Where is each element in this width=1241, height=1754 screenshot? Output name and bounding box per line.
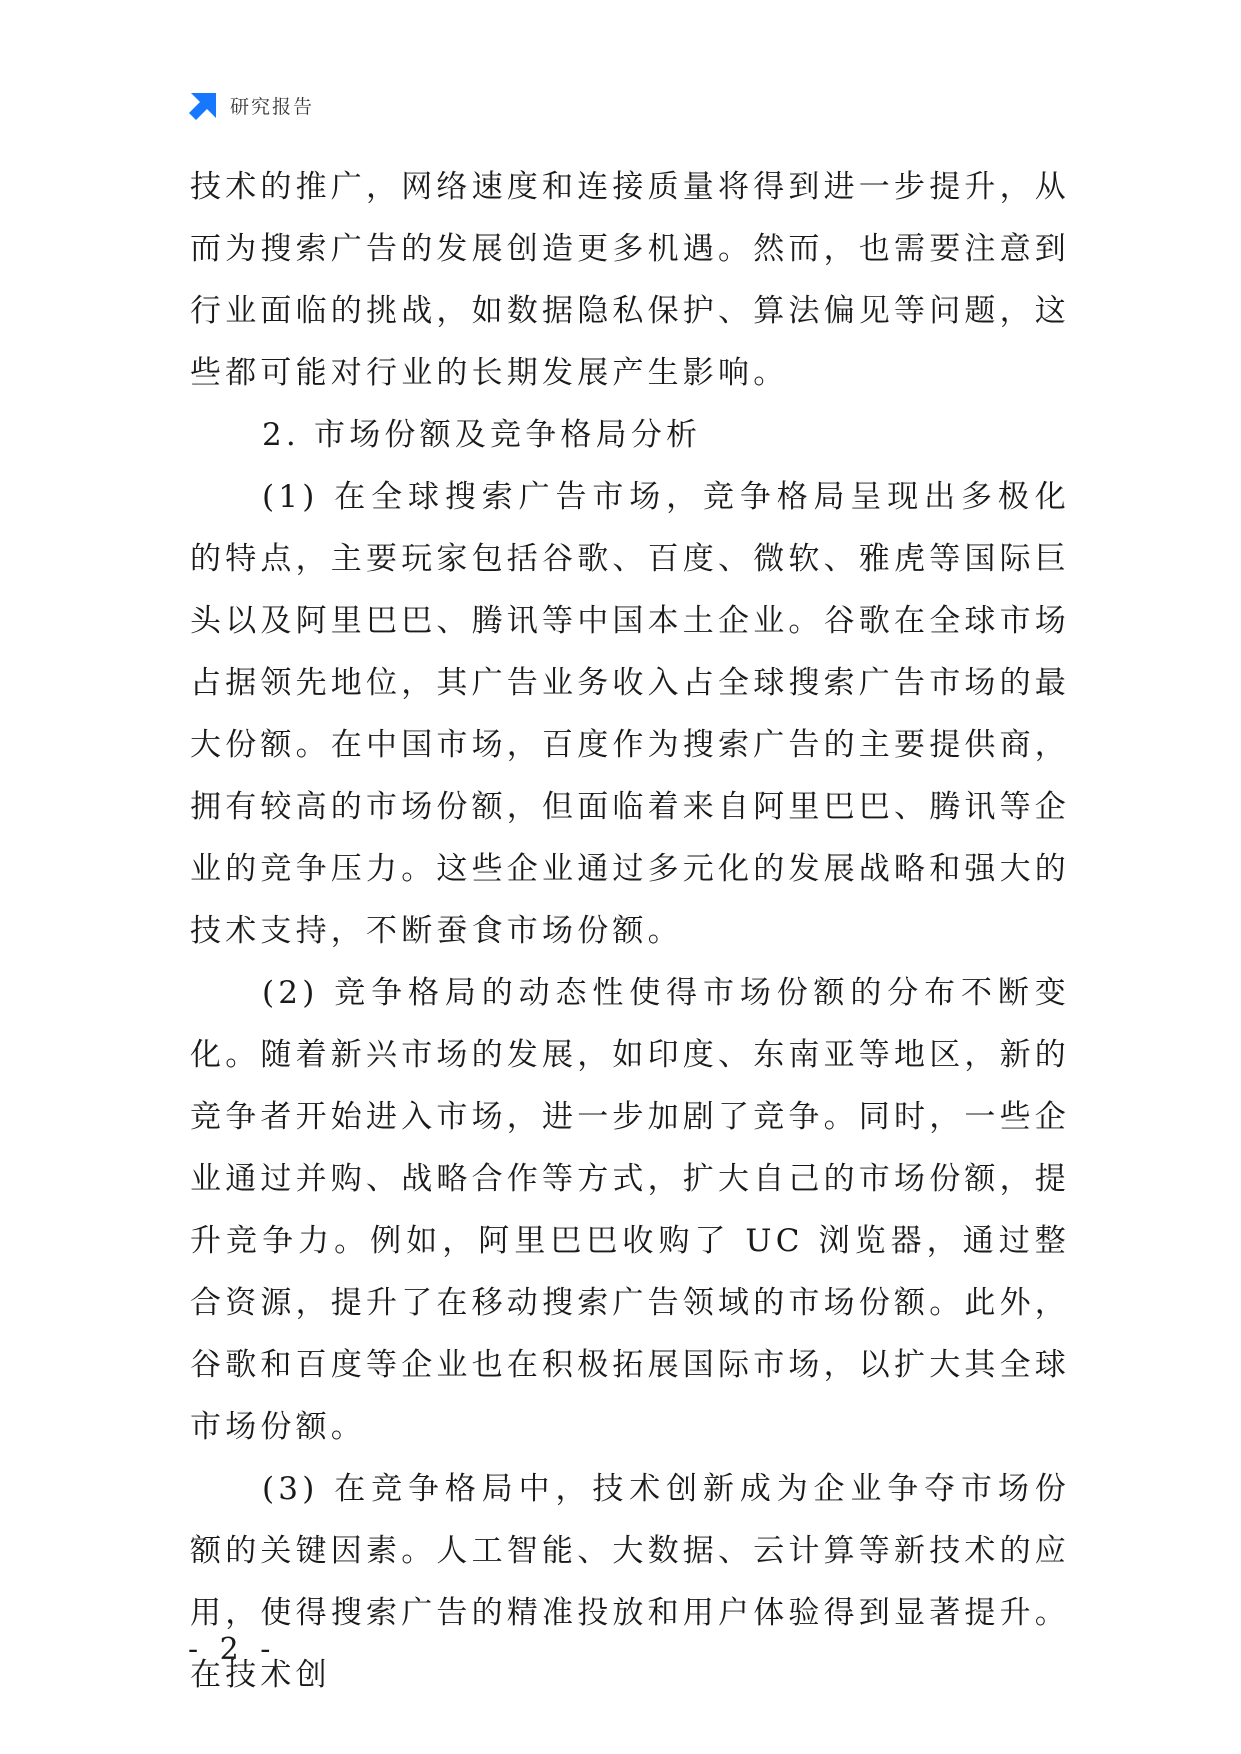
report-header (187, 88, 314, 122)
section-heading: 2. 市场份额及竞争格局分析 (262, 417, 702, 453)
header-title: 研究报告 (230, 95, 315, 118)
arrow-up-right-icon (187, 89, 220, 122)
paragraph-1: (1) 在全球搜索广告市场，竞争格局呈现出多极化的特点，主要玩家包括谷歌、百度、微软、雅虎等国际巨头以及阿里巴巴、腾讯等中国本土企业。谷歌在全球市场占据领先地位，其广告业务收入占全球搜索广告市场的最大份额。在中国市场，百度作为搜索广告的主要提供商，拥有较高的市场份额，但面临着来自阿里巴巴、腾讯等企业的竞争压力。这些企业通过多元化的发展战略和强大的技术支持，不断蚕食市场份额。 (190, 479, 1070, 949)
paragraph-continuation: 技术的推广，网络速度和连接质量将得到进一步提升，从而为搜索广告的发展创造更多机遇。然而，也需要注意到行业面临的挑战，如数据隐私保护、算法偏见等问题，这些都可能对行业的长期发展产生影响。 (190, 169, 1070, 391)
page-number: - 2 - (188, 1632, 277, 1667)
paragraph-2: (2) 竞争格局的动态性使得市场份额的分布不断变化。随着新兴市场的发展，如印度、东南亚等地区，新的竞争者开始进入市场，进一步加剧了竞争。同时，一些企业通过并购、战略合作等方式，扩大自己的市场份额，提升竞争力。例如，阿里巴巴收购了 UC 浏览器，通过整合资源，提升了在移动搜索广告领域的市场份额。此外，谷歌和百度等企业也在积极拓展国际市场，以扩大其全球市场份额。 (190, 975, 1070, 1445)
document-body (190, 156, 1070, 1706)
paragraph-3: (3) 在竞争格局中，技术创新成为企业争夺市场份额的关键因素。人工智能、大数据、云计算等新技术的应用，使得搜索广告的精准投放和用户体验得到显著提升。在技术创 (190, 1471, 1070, 1693)
